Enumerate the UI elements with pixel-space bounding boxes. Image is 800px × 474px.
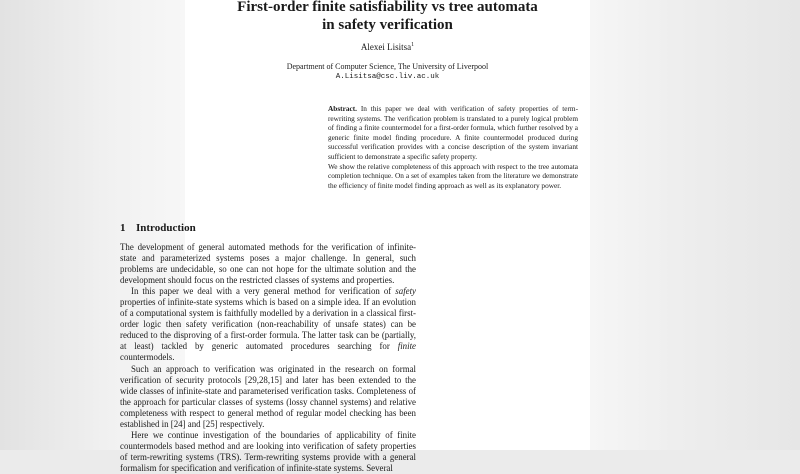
paper-title: [185, 0, 590, 34]
section-heading: [120, 222, 196, 234]
title-line-1: First-order finite satisfiability vs tree automata: [237, 0, 538, 15]
author-line: [185, 42, 590, 52]
author-affiliation-mark: 1: [411, 42, 415, 48]
para2-text-a: In this paper we deal with a very general method for verification of: [131, 286, 396, 297]
title-line-2: in safety verification: [322, 17, 453, 33]
right-margin-background: [590, 0, 800, 450]
para2-emphasis-safety: safety: [395, 286, 416, 297]
body-paragraph-3: Such an approach to verification was originated in the research on formal verification of security protocols [29,28,15] and later has been extended to the wide classes of infinite-state and parameterised verification tasks. Completeness of the approach for particular classes of systems (lossy channel systems) and relative completeness with respect to general method of regular model checking has been established in [24] and [25] respectively.: [120, 363, 416, 429]
section-title: Introduction: [136, 222, 196, 234]
author-email[interactable]: A.Lisitsa@csc.liv.ac.uk: [335, 73, 440, 81]
body-paragraph-1: The development of general automated methods for the verification of infinite-state and parameterized systems poses a major challenge. In general, such problems are undecidable, so one can not hope for the ultimate solution and the development should focus on the restricted classes of systems and properties.: [120, 242, 416, 286]
affiliation: Department of Computer Science, The University of Liverpool: [286, 62, 489, 71]
para2-text-b: properties of infinite-state systems which is based on a simple idea. If an evolution of a computational system is faithfully modelled by a derivation in a classical first-order logic then safety verification (non-reachability of unsafe states) can be reduced to the disproving of a first-order formula. The latter task can be (partially, at least) tackled by generic automated procedures searching for: [120, 297, 416, 352]
abstract-paragraph-2: We show the relative completeness of this approach with respect to the tree automata completion technique. On a set of examples taken from the literature we demonstrate the efficiency of finite model finding approach as well as its explanatory power.: [328, 161, 578, 190]
abstract-paragraph-1: [328, 104, 578, 162]
body-text: [120, 242, 416, 474]
para2-emphasis-finite: finite: [397, 341, 416, 352]
author-name: Alexei Lisitsa: [360, 42, 412, 52]
affiliation-block: [185, 62, 590, 82]
abstract-text-1: In this paper we deal with verification of safety properties of term-rewriting systems. The verification problem is translated to a purely logical problem of finding a finite countermodel for a first-order formula, which further resolved by a generic finite model finding procedure. A finite countermodel produced during successful verification provides with a concise description of the system invariant sufficient to demonstrate a specific safety property.: [328, 104, 579, 161]
body-paragraph-2: [120, 286, 416, 363]
body-paragraph-4: Here we continue investigation of the boundaries of applicability of finite countermodels based method and are looking into verification of safety properties of term-rewriting systems (TRS). Term-rewriting systems provide with a general formalism for specification and verification of infinite-state systems. Several: [120, 429, 416, 473]
abstract: [328, 104, 578, 190]
abstract-label: Abstract.: [328, 104, 357, 113]
para2-text-c: countermodels.: [120, 352, 175, 363]
section-number: 1: [120, 222, 126, 234]
